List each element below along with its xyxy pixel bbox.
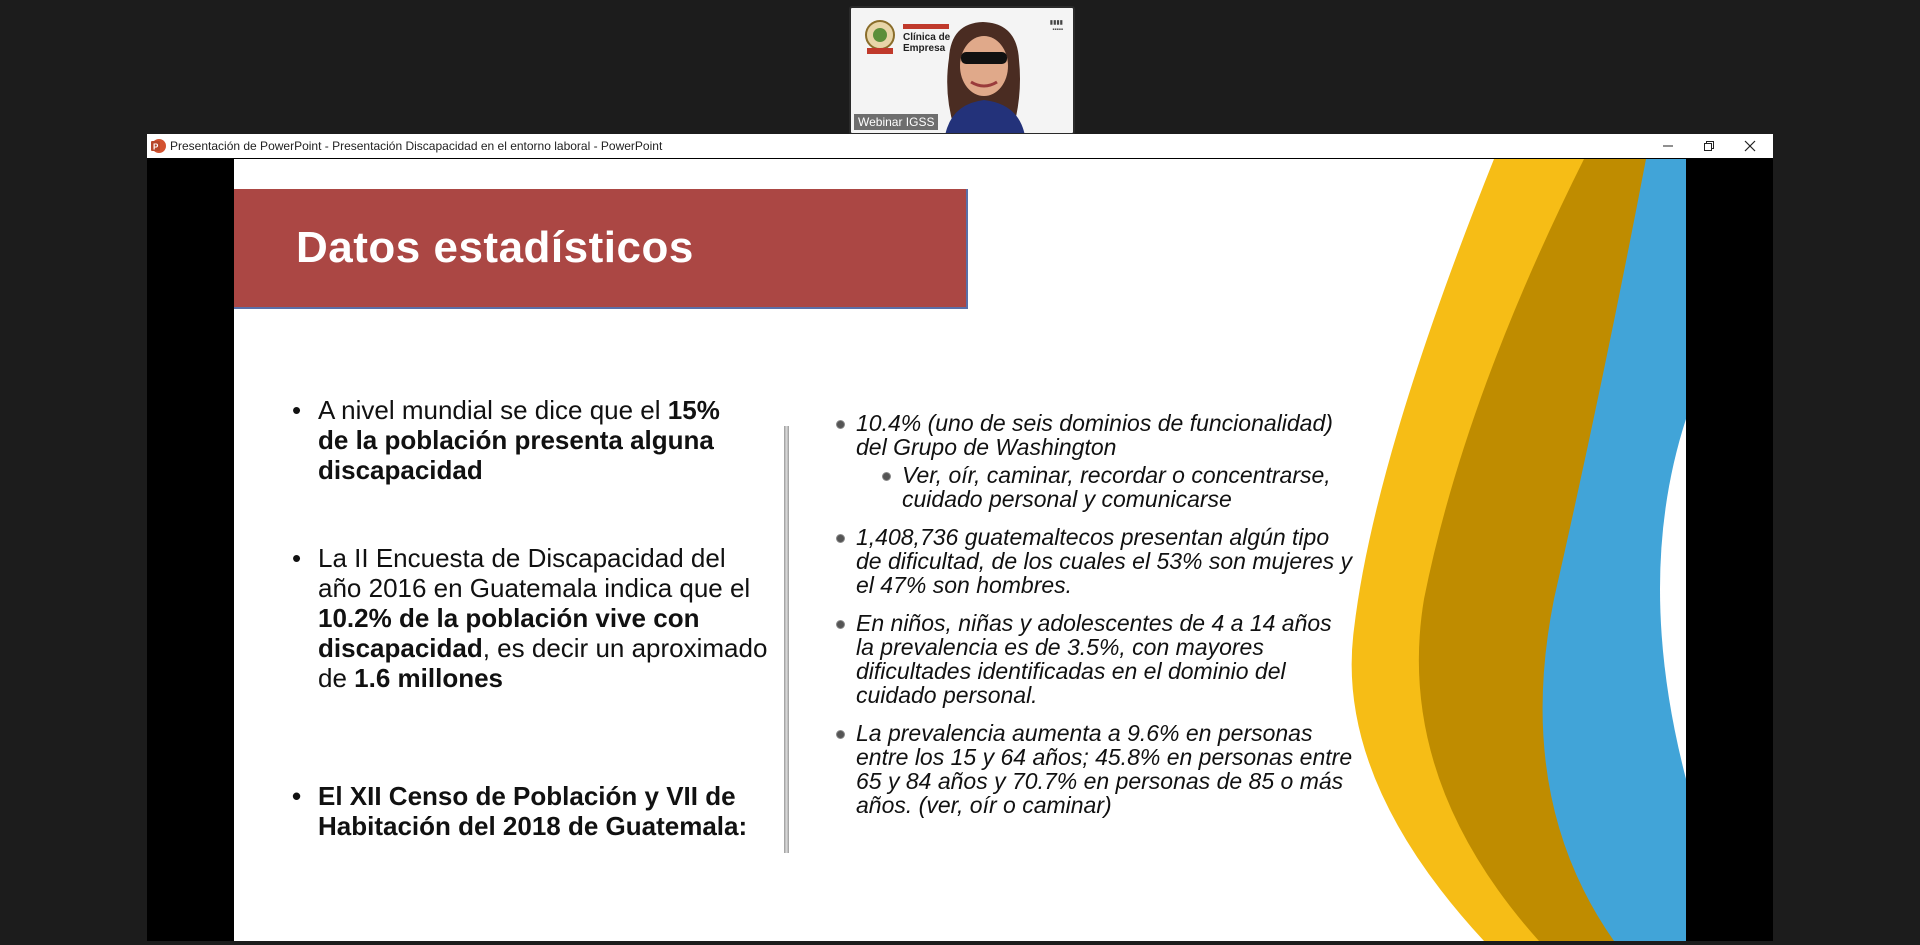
slide-title: Datos estadísticos	[296, 223, 694, 272]
video-label: Webinar IGSS	[854, 114, 938, 130]
bullet-bold-text: El XII Censo de Población y VII de Habitación del 2018 de Guatemala:	[318, 781, 748, 841]
powerpoint-window	[147, 134, 1773, 941]
powerpoint-app-icon	[150, 138, 166, 154]
bullet-bold-text: 15% de la población presenta alguna discapacidad	[318, 395, 720, 485]
close-button[interactable]	[1727, 134, 1773, 158]
window-title: Presentación de PowerPoint - Presentación Discapacidad en el entorno laboral - PowerPoint	[170, 139, 663, 153]
bullet-dot	[836, 420, 845, 429]
partner-logo-icon: ▮▮▮▮ ▪▪▪▪▪	[1049, 20, 1063, 33]
bullet-dot	[836, 534, 845, 543]
left-bullet-2	[288, 543, 768, 693]
minimize-icon	[1663, 141, 1673, 151]
bullet-dot	[882, 472, 891, 481]
bullet-text: Ver, oír, caminar, recordar o concentrarse, cuidado personal y comunicarse	[902, 462, 1331, 512]
svg-text:P: P	[153, 142, 159, 152]
column-divider	[784, 426, 789, 853]
bullet-dot	[836, 620, 845, 629]
bullet-text: A nivel mundial se dice que el	[318, 395, 668, 425]
bullet-bold-text: 1.6 millones	[354, 663, 503, 693]
bullet-text: En niños, niñas y adolescentes de 4 a 14 años la prevalencia es de 3.5%, con mayores dificultades identificadas en el dominio del cuidado personal.	[856, 610, 1332, 708]
left-bullet-3	[288, 781, 768, 841]
bullet-text: 1,408,736 guatemaltecos presentan algún tipo de dificultad, de los cuales el 53% son mujeres y el 47% son hombres.	[856, 524, 1353, 598]
bullet-dot	[836, 730, 845, 739]
presenter-avatar	[931, 18, 1036, 135]
close-icon	[1744, 140, 1756, 152]
restore-button[interactable]	[1686, 134, 1732, 158]
decorative-waves	[1254, 159, 1686, 941]
bullet-text: La prevalencia aumenta a 9.6% en personas entre los 15 y 64 años; 45.8% en personas entre 65 y 84 años y 70.7% en personas de 85 o más años. (ver, oír o caminar)	[856, 720, 1353, 818]
video-banner-text: Clínica de Empresa	[903, 32, 951, 54]
window-titlebar[interactable]	[147, 134, 1773, 158]
restore-icon	[1704, 141, 1714, 151]
minimize-button[interactable]	[1645, 134, 1691, 158]
bullet-text: La II Encuesta de Discapacidad del año 2016 en Guatemala indica que el	[318, 543, 751, 603]
bullet-dot: •	[292, 543, 302, 573]
bullet-text: 10.4% (uno de seis dominios de funcionalidad) del Grupo de Washington	[856, 410, 1333, 460]
bullet-dot: •	[292, 781, 302, 811]
bullet-dot: •	[292, 395, 302, 425]
left-bullet-1	[288, 395, 748, 485]
igss-logo-icon	[863, 18, 897, 58]
slide-title-banner	[234, 189, 968, 309]
bullet-bold-text: 10.2% de la población vive con discapacidad	[318, 603, 700, 663]
bullet-text: , es decir un aproximado de	[318, 633, 768, 693]
slide	[234, 159, 1686, 941]
video-tile[interactable]	[849, 6, 1075, 135]
